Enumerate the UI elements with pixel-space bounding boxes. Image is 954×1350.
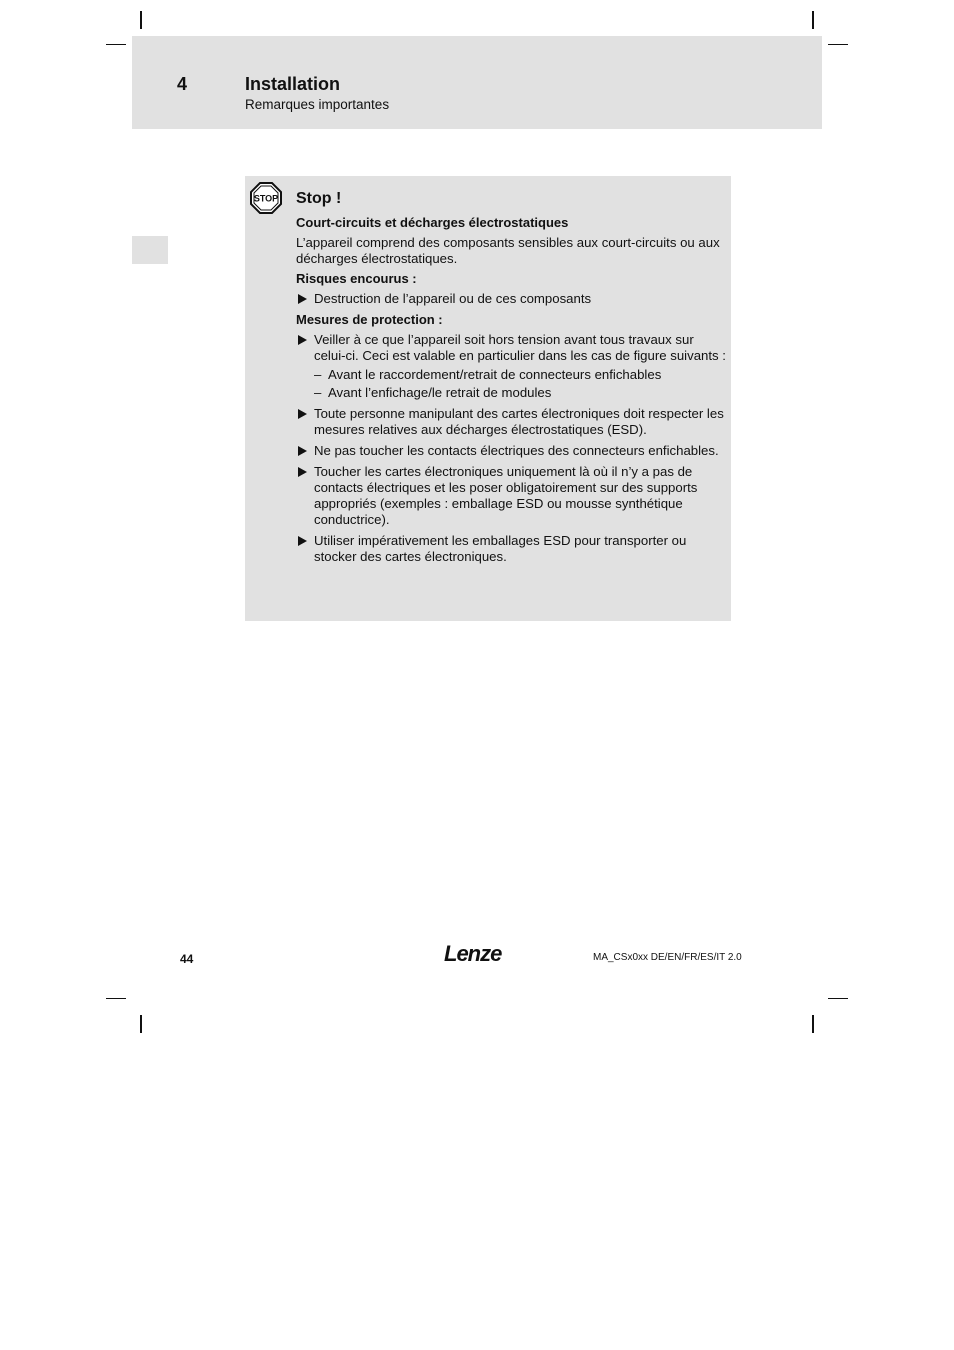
chapter-number: 4 xyxy=(177,74,188,94)
chapter-title: Installation xyxy=(245,74,341,94)
chapter-subtitle: Remarques importantes xyxy=(245,97,390,112)
risks-label: Risques encourus : xyxy=(296,271,417,286)
stop-sign-label: STOP xyxy=(253,193,279,204)
crop-mark xyxy=(828,998,848,999)
measure-item xyxy=(296,464,726,528)
crop-mark xyxy=(812,1015,814,1033)
crop-mark xyxy=(812,11,814,29)
bullet-arrow-icon xyxy=(298,536,307,546)
measure-item-text: Toute personne manipulant des cartes électroniques doit respecter les mesures relatives aux décharges électrostatiques (ESD). xyxy=(314,406,724,437)
measure-item-text: Toucher les cartes électroniques uniquement là où il n’y a pas de contacts électriques et les poser obligatoirement sur des supports appropriés (exemples : emballage ESD ou mousse synthétique conductrice). xyxy=(314,464,698,527)
risk-item xyxy=(296,291,726,307)
bullet-arrow-icon xyxy=(298,467,307,477)
dash-marker: – xyxy=(314,385,322,400)
document-id: MA_CSx0xx DE/EN/FR/ES/IT 2.0 xyxy=(593,952,742,963)
crop-mark xyxy=(106,998,126,999)
measure-item-text: Veiller à ce que l’appareil soit hors tension avant tous travaux sur celui-ci. Ceci est valable en particulier dans les cas de figure suivants : xyxy=(314,332,726,363)
lenze-logo: Lenze xyxy=(444,941,502,966)
bullet-arrow-icon xyxy=(298,335,307,345)
dash-marker: – xyxy=(314,367,322,382)
sub-item xyxy=(296,385,726,401)
measure-item xyxy=(296,533,726,565)
risk-item-text: Destruction de l’appareil ou de ces composants xyxy=(314,291,592,306)
stop-heading: Court-circuits et décharges électrostatiques xyxy=(296,215,569,230)
measure-item-text: Ne pas toucher les contacts électriques des connecteurs enfichables. xyxy=(314,443,719,458)
measure-sublist xyxy=(314,367,726,401)
measure-item xyxy=(296,443,726,459)
sub-item-text: Avant le raccordement/retrait de connecteurs enfichables xyxy=(328,367,662,382)
stop-title: Stop ! xyxy=(296,190,342,207)
measure-item xyxy=(296,406,726,438)
sub-item xyxy=(296,367,726,383)
stop-note-content xyxy=(296,189,726,570)
crop-mark xyxy=(106,44,126,45)
page-number: 44 xyxy=(180,952,194,966)
crop-mark xyxy=(828,44,848,45)
bullet-arrow-icon xyxy=(298,409,307,419)
stop-warning-box xyxy=(245,176,731,621)
stop-intro: L’appareil comprend des composants sensibles aux court-circuits ou aux décharges électrostatiques. xyxy=(296,235,720,266)
measure-item-text: Utiliser impérativement les emballages ESD pour transporter ou stocker des cartes électroniques. xyxy=(314,533,687,564)
crop-mark xyxy=(140,1015,142,1033)
stop-sign-icon xyxy=(250,182,282,214)
chapter-side-tab xyxy=(132,236,168,264)
chapter-header xyxy=(132,36,822,129)
measure-item xyxy=(296,332,726,401)
sub-item-text: Avant l’enfichage/le retrait de modules xyxy=(328,385,552,400)
bullet-arrow-icon xyxy=(298,446,307,456)
measures-label: Mesures de protection : xyxy=(296,312,443,327)
crop-mark xyxy=(140,11,142,29)
bullet-arrow-icon xyxy=(298,294,307,304)
